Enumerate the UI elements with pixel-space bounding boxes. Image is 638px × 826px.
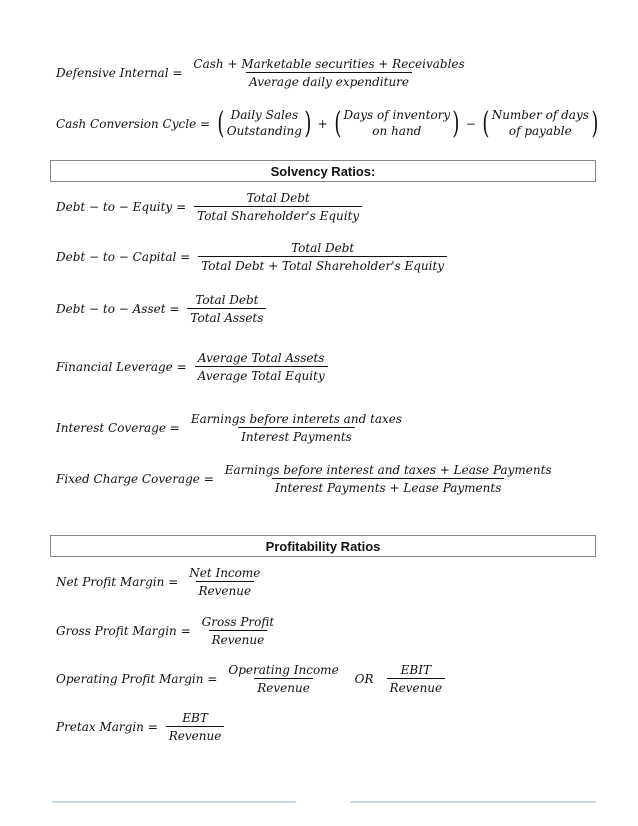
footer-rule-left	[52, 801, 296, 803]
operating-profit-margin-formula	[56, 664, 448, 694]
or-separator: OR	[354, 672, 374, 686]
paren-line: on hand	[372, 123, 422, 138]
fraction	[222, 464, 555, 494]
paren-group-dio	[332, 105, 462, 141]
net-profit-margin-formula	[56, 567, 266, 597]
fraction	[190, 58, 467, 88]
denominator: Revenue	[196, 581, 255, 597]
numerator: Net Income	[189, 566, 261, 580]
fraction	[194, 192, 362, 222]
formula-lhs: Interest Coverage =	[56, 421, 180, 435]
debt-to-capital-formula	[56, 242, 450, 272]
fraction	[188, 413, 405, 443]
denominator: Revenue	[209, 630, 268, 646]
fraction	[199, 616, 278, 646]
fraction	[225, 664, 341, 694]
denominator: Total Shareholder's Equity	[194, 206, 362, 222]
denominator: Interest Payments + Lease Payments	[272, 478, 504, 494]
denominator: Revenue	[166, 726, 225, 742]
paren-line: Daily Sales	[230, 108, 299, 122]
formula-lhs: Cash Conversion Cycle =	[56, 116, 211, 131]
numerator: Average Total Assets	[197, 351, 325, 365]
fraction	[387, 664, 446, 694]
denominator: Average daily expenditure	[246, 72, 412, 88]
right-paren: )	[304, 105, 312, 141]
paren-group-dso	[215, 105, 314, 141]
denominator: Revenue	[387, 678, 446, 694]
plus-operator: +	[317, 116, 328, 131]
gross-profit-margin-formula	[56, 616, 280, 646]
formula-lhs: Gross Profit Margin =	[56, 624, 191, 638]
numerator: EBT	[182, 711, 208, 725]
fraction	[195, 352, 328, 382]
formula-lhs: Financial Leverage =	[56, 360, 187, 374]
left-paren: (	[482, 105, 490, 141]
denominator: Interest Payments	[238, 427, 355, 443]
numerator: Gross Profit	[201, 615, 275, 629]
numerator: Total Debt	[246, 191, 310, 205]
paren-line: Number of days	[491, 108, 589, 122]
numerator: Earnings before interest and taxes + Lease Payments	[224, 463, 552, 477]
denominator: Total Debt + Total Shareholder's Equity	[198, 256, 447, 272]
formula-lhs: Operating Profit Margin =	[56, 672, 218, 686]
formula-lhs: Net Profit Margin =	[56, 575, 179, 589]
cash-conversion-cycle-formula	[56, 105, 601, 141]
profitability-ratios-heading: Profitability Ratios	[50, 535, 596, 557]
numerator: Total Debt	[195, 293, 259, 307]
denominator: Total Assets	[187, 308, 266, 324]
defensive-interval-formula	[56, 58, 471, 88]
paren-group-dpo	[480, 105, 601, 141]
fraction	[186, 567, 263, 597]
denominator: Average Total Equity	[195, 366, 328, 382]
numerator: Earnings before interets and taxes	[190, 412, 403, 426]
right-paren: )	[591, 105, 599, 141]
right-paren: )	[452, 105, 460, 141]
left-paren: (	[217, 105, 225, 141]
formula-lhs: Debt − to − Equity =	[56, 200, 187, 214]
formula-lhs: Pretax Margin =	[56, 720, 158, 734]
paren-line: of payable	[508, 123, 572, 138]
solvency-ratios-heading: Solvency Ratios:	[50, 160, 596, 182]
formula-lhs: Debt − to − Asset =	[56, 302, 180, 316]
interest-coverage-formula	[56, 413, 408, 443]
minus-operator: −	[465, 116, 476, 131]
debt-to-equity-formula	[56, 192, 365, 222]
numerator: Operating Income	[228, 663, 339, 677]
numerator: EBIT	[400, 663, 431, 677]
denominator: Revenue	[254, 678, 313, 694]
fraction	[187, 294, 266, 324]
numerator: Total Debt	[291, 241, 355, 255]
formula-lhs: Debt − to − Capital =	[56, 250, 191, 264]
footer-rule-right	[350, 801, 596, 803]
paren-line: Outstanding	[226, 123, 302, 138]
debt-to-asset-formula	[56, 294, 269, 324]
left-paren: (	[334, 105, 342, 141]
fraction	[166, 712, 225, 742]
pretax-margin-formula	[56, 712, 227, 742]
fixed-charge-coverage-formula	[56, 464, 558, 494]
numerator: Cash + Marketable securities + Receivables	[193, 57, 465, 71]
fraction	[198, 242, 447, 272]
formula-lhs: Defensive Internal =	[56, 66, 183, 80]
financial-leverage-formula	[56, 352, 331, 382]
formula-lhs: Fixed Charge Coverage =	[56, 472, 214, 486]
paren-line: Days of inventory	[343, 108, 451, 122]
